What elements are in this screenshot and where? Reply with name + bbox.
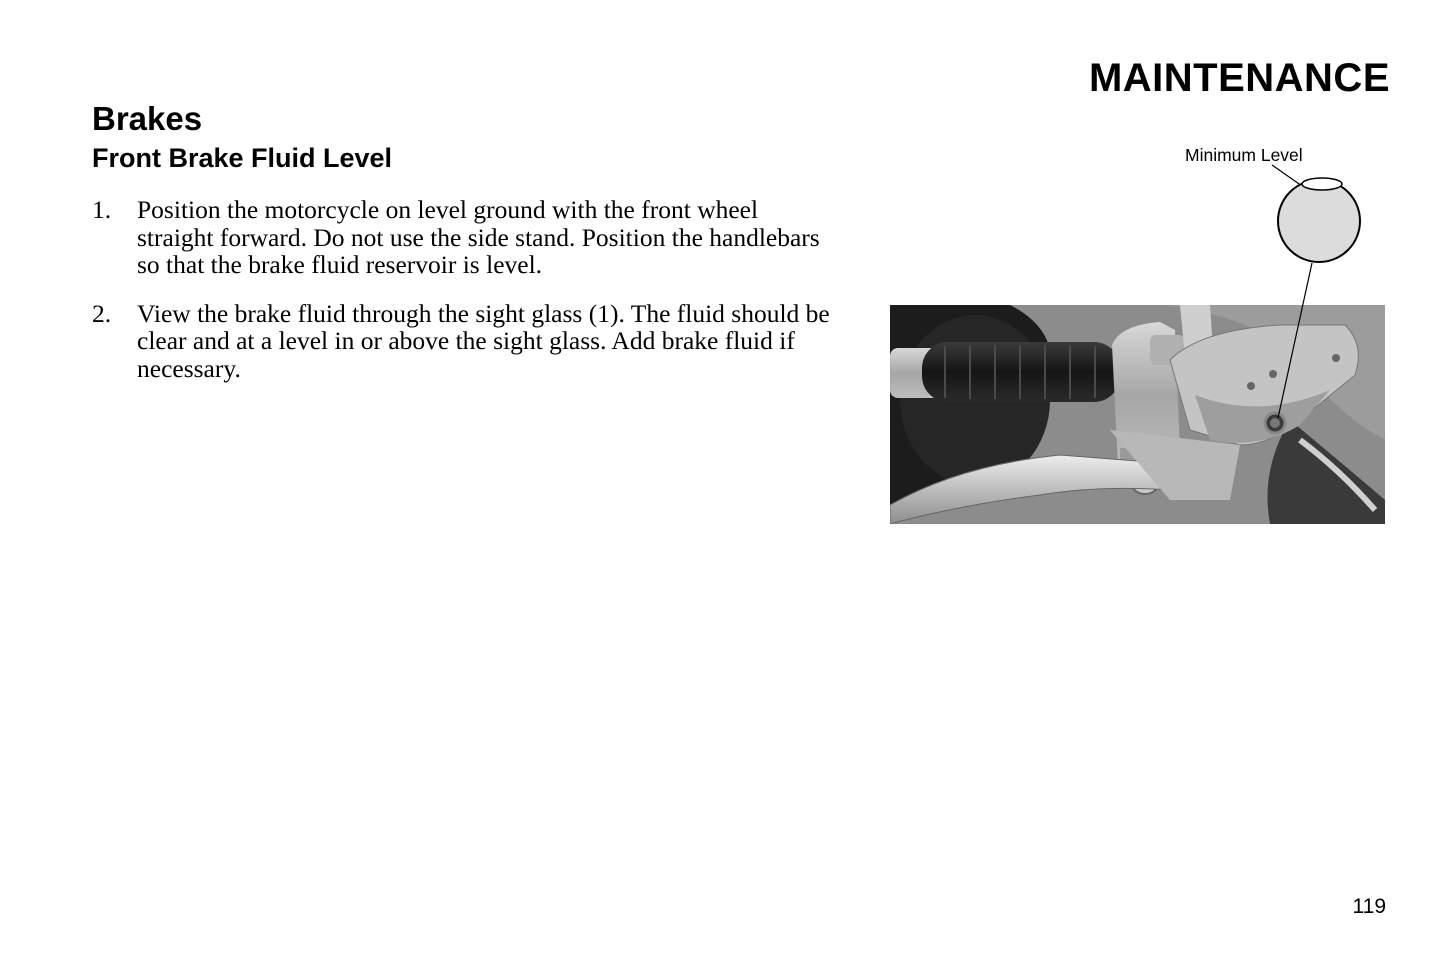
brake-lever-photo (890, 305, 1385, 524)
minimum-level-mark (1302, 178, 1342, 190)
chapter-title: MAINTENANCE (1088, 56, 1390, 100)
sight-glass-magnifier (1278, 180, 1360, 262)
step-text: View the brake fluid through the sight glass (1). The fluid should be clear and at a level in or above the sight glass. Add brake fluid if necessary. (137, 298, 830, 383)
step-text: Position the motorcycle on level ground with the front wheel straight forward. Do not use the side stand. Position the handlebars so that the brake fluid reservoir is level. (137, 195, 820, 279)
minimum-level-label: Minimum Level (1185, 145, 1303, 165)
subsection-title: Front Brake Fluid Level (92, 143, 393, 173)
page-number: 119 (1352, 895, 1386, 918)
step-number: 1. (92, 195, 112, 224)
section-title: Brakes (92, 100, 203, 137)
step-number: 2. (92, 298, 112, 328)
label-pointer-line (1272, 165, 1302, 186)
